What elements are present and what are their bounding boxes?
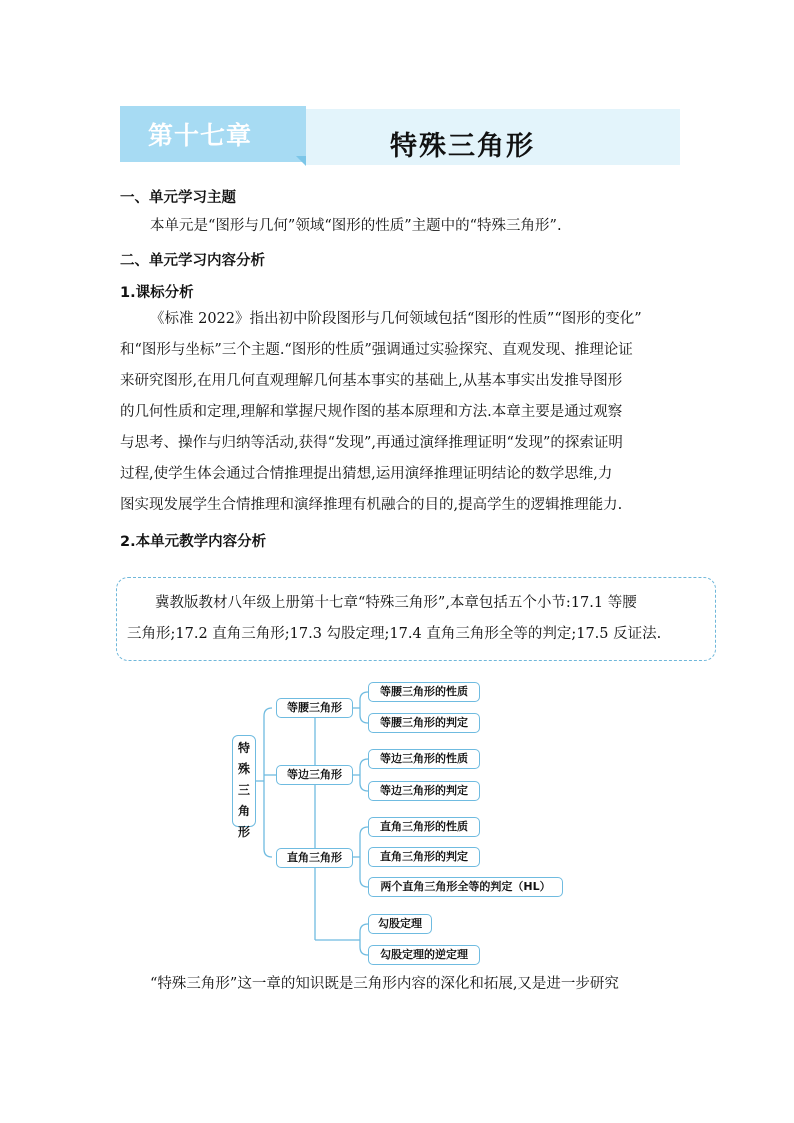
section1-line: 本单元是“图形与几何”领域“图形的性质”主题中的“特殊三角形”. — [150, 218, 562, 234]
box-line: 冀教版教材八年级上册第十七章“特殊三角形”,本章包括五个小节:17.1 等腰 — [155, 595, 637, 611]
chapter-number: 第十七章 — [148, 121, 253, 150]
paragraph-line: 图实现发展学生合情推理和演绎推理有机融合的目的,提高学生的逻辑推理能力. — [120, 497, 623, 513]
root-char: 特 — [237, 741, 250, 755]
closing-paragraph — [120, 969, 678, 1000]
section2-heading: 二、单元学习内容分析 — [120, 253, 265, 269]
box-line: 三角形;17.2 直角三角形;17.3 勾股定理;17.4 直角三角形全等的判定;17.5 反证法. — [127, 626, 662, 642]
leaf-right-judgement: 直角三角形的判定 — [368, 847, 480, 867]
leaf-isosceles-judgement: 等腰三角形的判定 — [368, 713, 480, 733]
leaf-isosceles-property: 等腰三角形的性质 — [368, 682, 480, 702]
subsection-content-heading: 2.本单元教学内容分析 — [120, 534, 267, 550]
subsection-standard-heading: 1.课标分析 — [120, 285, 194, 301]
chapter-title: 特殊三角形 — [390, 131, 535, 162]
leaf-right-property: 直角三角形的性质 — [368, 817, 480, 837]
paragraph-line: 和“图形与坐标”三个主题.“图形的性质”强调通过实验探究、直观发现、推理论证 — [120, 342, 633, 358]
branch-isosceles: 等腰三角形 — [276, 698, 353, 718]
root-char: 角 — [237, 804, 250, 818]
branch-right-triangle: 直角三角形 — [276, 848, 353, 868]
section1-heading: 一、单元学习主题 — [120, 190, 236, 206]
leaf-pythagorean: 勾股定理 — [368, 914, 432, 934]
paragraph-line: 过程,使学生体会通过合情推理提出猜想,运用演绎推理证明结论的数学思维,力 — [120, 466, 613, 482]
leaf-pythagorean-converse: 勾股定理的逆定理 — [368, 945, 480, 965]
root-char: 殊 — [237, 762, 250, 776]
branch-equilateral: 等边三角形 — [276, 765, 353, 785]
leaf-right-hl: 两个直角三角形全等的判定（HL） — [368, 877, 563, 897]
paragraph-line: 来研究图形,在用几何直观理解几何基本事实的基础上,从基本事实出发推导图形 — [120, 373, 623, 389]
leaf-equilateral-property: 等边三角形的性质 — [368, 749, 480, 769]
closing-line: “特殊三角形”这一章的知识既是三角形内容的深化和拓展,又是进一步研究 — [150, 976, 619, 992]
paragraph-line: 的几何性质和定理,理解和掌握尺规作图的基本原理和方法.本章主要是通过观察 — [120, 404, 623, 420]
root-char: 形 — [237, 825, 250, 839]
paragraph-line: 《标准 2022》指出初中阶段图形与几何领域包括“图形的性质”“图形的变化” — [150, 311, 642, 327]
leaf-equilateral-judgement: 等边三角形的判定 — [368, 781, 480, 801]
paragraph-line: 与思考、操作与归纳等活动,获得“发现”,再通过演绎推理证明“发现”的探索证明 — [120, 435, 623, 451]
mindmap-root — [232, 735, 256, 839]
root-char: 三 — [237, 783, 250, 797]
